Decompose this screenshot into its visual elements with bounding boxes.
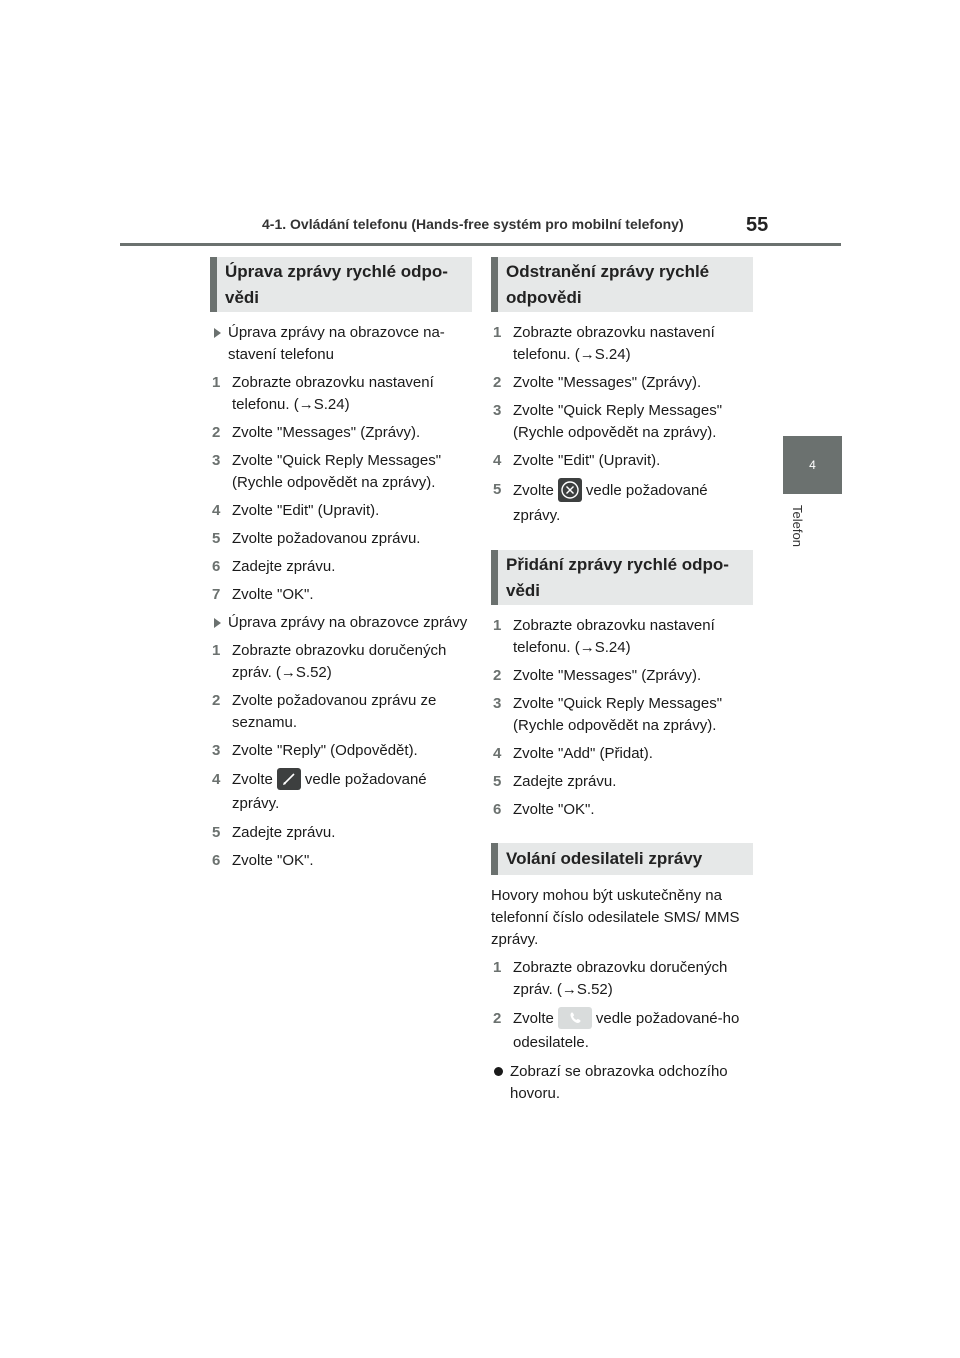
step-item [491, 322, 753, 366]
step-item [491, 1007, 753, 1055]
step-item [210, 450, 472, 494]
subheading-edit-message [210, 612, 472, 634]
step-text-before: Zvolte [513, 481, 554, 499]
step-text-before: Zvolte [513, 1010, 554, 1027]
step-text: Zvolte "Quick Reply Messages" (Rychle odpovědět na zprávy). [232, 452, 442, 491]
step-text-after: vedle požadované-ho odesilatele. [513, 1010, 740, 1052]
step-text: Zadejte zprávu. [232, 558, 336, 575]
step-text: Zobrazte obrazovku nastavení telefonu. (→S.24) [232, 374, 434, 413]
close-icon [558, 478, 582, 502]
step-number: 5 [493, 773, 502, 790]
section-heading-delete-reply: Odstranění zprávy rychlé odpovědi [491, 257, 753, 312]
step-number: 2 [493, 374, 502, 391]
step-text: Zvolte "Messages" (Zprávy). [513, 374, 702, 391]
step-number: 1 [493, 959, 502, 976]
steps-edit-message-end [210, 822, 472, 872]
step-text-after: vedle požadované zprávy. [232, 771, 427, 813]
result-bullet [491, 1061, 753, 1105]
step-number: 4 [493, 452, 502, 469]
step-item [210, 740, 472, 762]
step-text: Zvolte "Add" (Přidat). [513, 745, 653, 762]
steps-add [491, 615, 753, 821]
page-number: 55 [746, 214, 769, 236]
result-text: Zobrazí se obrazovka odchozího hovoru. [510, 1063, 728, 1103]
step-item [210, 584, 472, 606]
step-text: Zvolte "OK". [232, 852, 314, 870]
step-number: 1 [212, 374, 221, 391]
step-item [491, 957, 753, 1001]
step-item [210, 528, 472, 550]
step-text: Zvolte "OK". [232, 586, 314, 603]
step-item [210, 822, 472, 844]
step-number: 1 [212, 642, 221, 659]
step-number: 5 [212, 824, 221, 842]
step-text: Zadejte zprávu. [513, 773, 617, 790]
step-number: 2 [212, 424, 221, 441]
step-number: 5 [212, 530, 221, 547]
step-number: 4 [212, 502, 221, 519]
step-text: Zvolte "Quick Reply Messages" (Rychle odpovědět na zprávy). [513, 402, 723, 441]
subheading-text: Úprava zprávy na obrazovce na-stavení telefonu [228, 324, 445, 363]
left-column [210, 257, 472, 878]
step-item [210, 850, 472, 872]
step-text: Zvolte "Messages" (Zprávy). [232, 424, 421, 441]
step-text: Zvolte "Edit" (Upravit). [232, 502, 380, 519]
step-number: 1 [493, 617, 502, 634]
step-text: Zvolte požadovanou zprávu ze seznamu. [232, 692, 437, 731]
step-number: 5 [493, 481, 502, 498]
step-number: 4 [493, 745, 502, 762]
step-number: 3 [212, 742, 221, 759]
step-item [491, 372, 753, 394]
step-number: 7 [212, 586, 221, 603]
bullet-dot-icon [494, 1067, 503, 1076]
step-number: 3 [493, 402, 502, 419]
header-divider [120, 243, 841, 246]
call-intro: Hovory mohou být uskutečněny na telefonní číslo odesilatele SMS/ MMS zprávy. [491, 887, 740, 948]
step-item [491, 799, 753, 821]
step-item [210, 372, 472, 416]
triangle-bullet-icon [214, 328, 221, 338]
step-text: Zadejte zprávu. [232, 824, 336, 842]
section-heading-edit-reply: Úprava zprávy rychlé odpo-vědi [210, 257, 472, 312]
step-number: 2 [493, 1010, 502, 1027]
step-number: 6 [493, 801, 502, 818]
step-text: Zvolte "Reply" (Odpovědět). [232, 742, 418, 759]
step-item [210, 768, 472, 816]
step-text: Zvolte požadovanou zprávu. [232, 530, 421, 547]
subheading-edit-settings [210, 322, 472, 366]
step-text: Zvolte "Quick Reply Messages" (Rychle odpovědět na zprávy). [513, 695, 723, 734]
section-heading-call-sender: Volání odesilateli zprávy [491, 843, 753, 875]
step-text: Zobrazte obrazovku nastavení telefonu. (→S.24) [513, 617, 715, 656]
step-number: 2 [493, 667, 502, 684]
step-item [491, 771, 753, 793]
step-number: 4 [212, 771, 221, 788]
step-number: 6 [212, 852, 221, 870]
right-column [491, 257, 753, 1105]
triangle-bullet-icon [214, 618, 221, 628]
step-number: 3 [493, 695, 502, 712]
step-item [210, 690, 472, 734]
step-item [210, 500, 472, 522]
subheading-text: Úprava zprávy na obrazovce zprávy [228, 614, 468, 631]
step-text-after: vedle požadované zprávy. [513, 481, 708, 524]
step-item [210, 640, 472, 684]
step-item [491, 615, 753, 659]
step-item [210, 422, 472, 444]
section-heading-add-reply: Přidání zprávy rychlé odpo-vědi [491, 550, 753, 605]
step-text-before: Zvolte [232, 771, 273, 788]
step-number: 2 [212, 692, 221, 709]
step-text: Zvolte "Messages" (Zprávy). [513, 667, 702, 684]
step-item [491, 450, 753, 472]
phone-icon [558, 1007, 592, 1029]
pencil-icon [277, 768, 301, 790]
step-text: Zobrazte obrazovku doručených zpráv. (→S.52) [232, 642, 447, 681]
step-item [491, 743, 753, 765]
step-item [491, 478, 753, 528]
step-item [491, 693, 753, 737]
chapter-tab-label: Telefon [790, 505, 805, 547]
steps-edit-settings [210, 372, 472, 606]
chapter-header: 4-1. Ovládání telefonu (Hands-free systém pro mobilní telefony) [262, 216, 684, 232]
step-item [491, 400, 753, 444]
step-number: 1 [493, 324, 502, 341]
step-number: 6 [212, 558, 221, 575]
chapter-tab: 4 [783, 436, 842, 494]
step-text: Zvolte "OK". [513, 801, 595, 818]
step-text: Zobrazte obrazovku doručených zpráv. (→S.52) [513, 959, 728, 998]
steps-edit-message [210, 640, 472, 762]
step-text: Zvolte "Edit" (Upravit). [513, 452, 661, 469]
steps-delete [491, 322, 753, 472]
step-text: Zobrazte obrazovku nastavení telefonu. (→S.24) [513, 324, 715, 363]
step-item [491, 665, 753, 687]
step-item [210, 556, 472, 578]
step-number: 3 [212, 452, 221, 469]
